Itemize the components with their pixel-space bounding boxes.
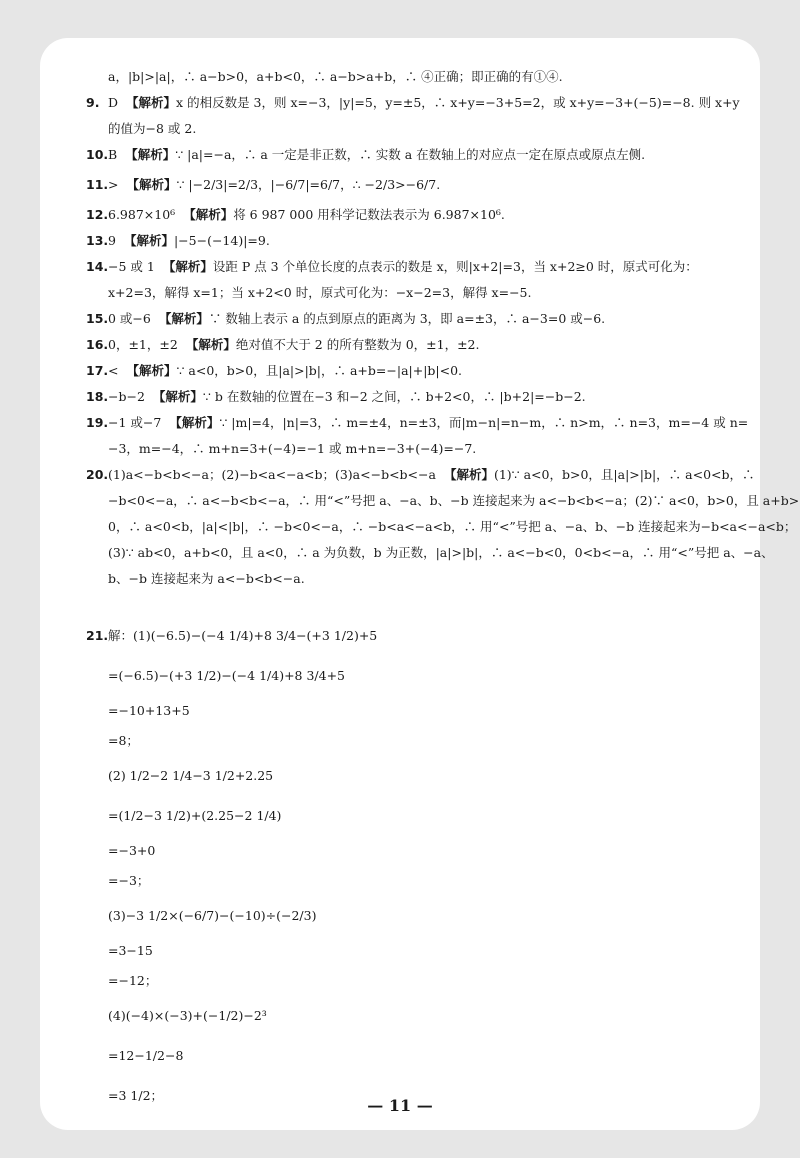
question-number: 13.: [86, 233, 109, 248]
solution-line: =3−15: [108, 943, 153, 958]
analysis-tag: 【解析】: [443, 467, 494, 482]
question-number: 14.: [86, 259, 109, 274]
q8-continuation: a，|b|>|a|，∴ a−b>0，a+b<0，∴ a−b>a+b，∴ ④正确；即正确的有①④.: [108, 69, 563, 84]
question-number: 9.: [86, 95, 100, 110]
analysis-tag: 【解析】: [158, 311, 209, 326]
solution-line: =(1/2−3 1/2)+(2.25−2 1/4): [108, 808, 282, 823]
solution-21: [86, 616, 736, 1116]
answer-20-line-3: 0，∴ a<0<b，|a|<|b|，∴ −b<0<−a，∴ −b<a<−a<b，∴ 用“<”号把 a、−a、b、−b 连接起来为−b<a<−a<b；: [108, 519, 797, 534]
answer-value: −5 或 1: [108, 259, 155, 274]
answer-9-line-2: 的值为−8 或 2.: [108, 121, 197, 136]
question-number: 18.: [86, 389, 109, 404]
analysis-text: 绝对值不大于 2 的所有整数为 0，±1，±2.: [235, 337, 480, 352]
analysis-text: 将 6 987 000 用科学记数法表示为 6.987×10⁶.: [233, 207, 505, 222]
answer-20-line-5: b、−b 连接起来为 a<−b<b<−a.: [108, 571, 305, 586]
analysis-text: 设距 P 点 3 个单位长度的点表示的数是 x，则|x+2|=3，当 x+2≥0 时，原式可化为：: [212, 259, 698, 274]
analysis-tag: 【解析】: [152, 389, 203, 404]
analysis-text: ∵ 数轴上表示 a 的点到原点的距离为 3，即 a=±3，∴ a−3=0 或−6.: [208, 311, 606, 326]
analysis-tag: 【解析】: [183, 207, 234, 222]
analysis-tag: 【解析】: [185, 337, 236, 352]
answer-12: [86, 202, 736, 228]
solution-line: =3 1/2；: [108, 1088, 164, 1103]
analysis-text: ∵ |−2/3|=2/3，|−6/7|=6/7，∴ −2/3>−6/7.: [176, 177, 441, 192]
question-number: 21.: [86, 628, 109, 643]
page: [40, 38, 800, 1130]
answer-16: [86, 332, 736, 358]
analysis-tag: 【解析】: [126, 363, 177, 378]
analysis-text: ∵ b 在数轴的位置在−3 和−2 之间，∴ b+2<0，∴ |b+2|=−b−2.: [202, 389, 586, 404]
solution-line: =−12；: [108, 973, 158, 988]
question-number: 19.: [86, 415, 109, 430]
question-number: 10.: [86, 147, 109, 162]
answer-18: [86, 384, 736, 410]
answer-14: [86, 254, 736, 280]
question-number: 15.: [86, 311, 109, 326]
question-number: 12.: [86, 207, 109, 222]
answer-19: [86, 410, 749, 436]
answer-value: D: [108, 95, 119, 110]
answer-value: 0，±1，±2: [108, 337, 178, 352]
answer-14-line-2: x+2=3，解得 x=1；当 x+2<0 时，原式可化为：−x−2=3，解得 x=−5.: [108, 285, 532, 300]
answer-value: B: [108, 147, 118, 162]
solution-text: 解：(1)(−6.5)−(−4 1/4)+8 3/4−(+3 1/2)+5: [108, 628, 378, 643]
analysis-text: ∵ a<0，b>0，且|a|>|b|，∴ a+b=−|a|+|b|<0.: [176, 363, 463, 378]
analysis-text: ∵ |m|=4，|n|=3，∴ m=±4，n=±3，而|m−n|=n−m，∴ n>m，∴ n=3，m=−4 或 n=: [219, 415, 749, 430]
answer-17: [86, 358, 736, 384]
answer-20-line-2: −b<0<−a，∴ a<−b<b<−a，∴ 用“<”号把 a、−a、b、−b 连接起来为 a<−b<b<−a；(2)∵ a<0，b>0，且 a+b>: [108, 493, 800, 508]
analysis-tag: 【解析】: [126, 177, 177, 192]
analysis-tag: 【解析】: [125, 147, 176, 162]
analysis-tag: 【解析】: [169, 415, 220, 430]
solution-line: (3)−3 1/2×(−6/7)−(−10)÷(−2/3): [108, 908, 317, 923]
answer-9: [86, 90, 740, 116]
answer-15: [86, 306, 736, 332]
question-number: 16.: [86, 337, 109, 352]
question-number: 17.: [86, 363, 109, 378]
answer-value: 9: [108, 233, 116, 248]
solution-line: =12−1/2−8: [108, 1048, 184, 1063]
solution-line: =−3；: [108, 873, 150, 888]
solution-line: (4)(−4)×(−3)+(−1/2)−2³: [108, 1008, 267, 1023]
answer-20: [86, 462, 755, 488]
answer-10: [86, 142, 736, 168]
solution-line: =8；: [108, 733, 139, 748]
question-number: 11.: [86, 177, 109, 192]
answer-value: (1)a<−b<b<−a；(2)−b<a<−a<b；(3)a<−b<b<−a: [108, 467, 436, 482]
analysis-tag: 【解析】: [126, 95, 177, 110]
solution-line: =(−6.5)−(+3 1/2)−(−4 1/4)+8 3/4+5: [108, 668, 346, 683]
answer-19-line-2: −3，m=−4，∴ m+n=3+(−4)=−1 或 m+n=−3+(−4)=−7.: [108, 441, 477, 456]
answer-11: [86, 168, 736, 202]
question-number: 20.: [86, 467, 109, 482]
analysis-text: ∵ |a|=−a，∴ a 一定是非正数，∴ 实数 a 在数轴上的对应点一定在原点或原点左侧.: [175, 147, 646, 162]
answer-value: 6.987×10⁶: [108, 207, 176, 222]
analysis-text: |−5−(−14)|=9.: [173, 233, 270, 248]
analysis-text: (1)∵ a<0，b>0，且|a|>|b|，∴ a<0<b，∴: [493, 467, 755, 482]
analysis-tag: 【解析】: [123, 233, 174, 248]
answer-list: [86, 64, 800, 592]
answer-13: [86, 228, 736, 254]
analysis-text: x 的相反数是 3，则 x=−3，|y|=5，y=±5，∴ x+y=−3+5=2，或 x+y=−3+(−5)=−8. 则 x+y: [176, 95, 740, 110]
answer-value: >: [108, 177, 119, 192]
answer-value: −b−2: [108, 389, 145, 404]
answer-value: <: [108, 363, 119, 378]
answer-value: −1 或−7: [108, 415, 162, 430]
answer-20-line-4: (3)∵ ab<0，a+b<0，且 a<0，∴ a 为负数，b 为正数，|a|>|b|，∴ a<−b<0，0<b<−a，∴ 用“<”号把 a、−a、: [108, 545, 774, 560]
answer-value: 0 或−6: [108, 311, 151, 326]
analysis-tag: 【解析】: [162, 259, 213, 274]
solution-line: [86, 616, 736, 656]
solution-line: (2) 1/2−2 1/4−3 1/2+2.25: [108, 768, 274, 783]
page-number: — 11 —: [367, 1096, 433, 1115]
solution-line: =−3+0: [108, 843, 156, 858]
solution-line: =−10+13+5: [108, 703, 190, 718]
